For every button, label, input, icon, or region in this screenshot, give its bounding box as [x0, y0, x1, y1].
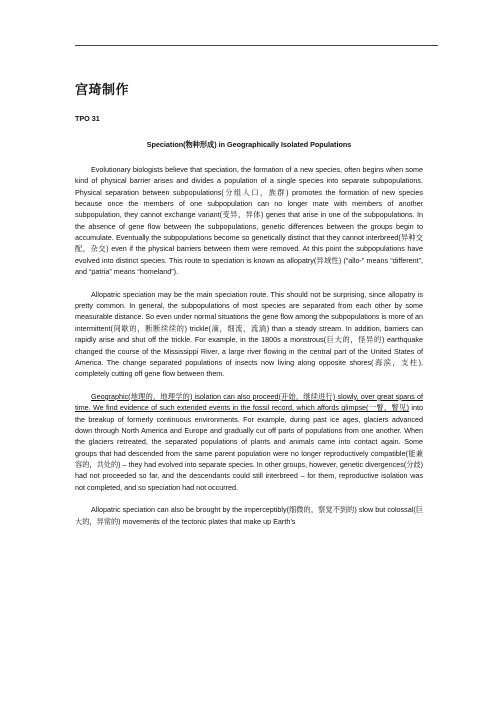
- paragraph-2: Allopatric speciation may be the main speciation route. This should not be surprising, since allopatry is pretty common. In general, the subpopulations of most species are separated from each other by some measurable distance. So even under normal situations the gene flow among the subpopulations is more of an intermittent(间歇的，断断续续的) trickle(滴，细流，流淌) than a steady stream. In addition, barriers can rapidly arise and shut off the trickle. For example, in the 1800s a monstrous(巨大的，怪异的) earthquake changed the course of the Mississippi River, a large river flowing in the central part of the United States of America. The change separated populations of insects now living along opposite shores(海滨，支柱), completely cutting off gene flow between them.: [75, 289, 424, 379]
- header-rule: [75, 45, 438, 46]
- tpo-label: TPO 31: [75, 114, 100, 123]
- passage-body: [75, 164, 423, 538]
- paragraph-3-underlined: Geographic(地理的，地理学的) isolation can also proceed(开始，继续进行) slowly, over great spans of time. We find evidence of such extended events in the fossil record, which affords glimpse(一瞥，瞥见): [75, 391, 423, 413]
- paragraph-3-rest: into the breakup of formerly continuous environments. For example, during past ice ages, glaciers advanced down through North America and Europe and gradually cut off parts of populations from one another. When the glaciers retreated, the separated populations of plants and animals came into contact again. Some groups that had descended from the same parent population were no longer reproductively compatible(能兼容的，共处的) – they had evolved into separate species. In other groups, however, genetic divergences(分歧) had not proceeded so far, and the descendants could still interbreed – for them, reproductive isolation was not completed, and so speciation had not occurred.: [75, 403, 423, 492]
- paragraph-1: Evolutionary biologists believe that speciation, the formation of a new species, often begins when some kind of physical barrier arises and divides a population of a single species into separate subpopulations. Physical separation between subpopulations(分组人口，族群) promotes the formation of new species because once the members of one subpopulation can no longer mate with members of another subpopulation, they cannot exchange variant(变异，异体) genes that arise in one of the subpopulations. In the absence of gene flow between the subpopulations, genetic differences between the groups begin to accumulate. Eventually the subpopulations become so genetically distinct that they cannot interbreed(异种交配，杂交) even if the physical barriers between them were removed. At this point the subpopulations have evolved into distinct species. This route to speciation is known as allopatry(异域性) (“allo-” means “different”, and “patria” means “homeland”).: [75, 165, 423, 277]
- paragraph-3: [75, 391, 423, 493]
- passage-title: Speciation(物种形成) in Geographically Isolated Populations: [146, 140, 352, 149]
- brand-title: 宫琦制作: [75, 82, 130, 97]
- paragraph-4: Allopatric speciation can also be brought by the imperceptibly(细微的，察觉不到的) slow but colossal(巨大的，异常的) movements of the tectonic plates that make up Earth’s: [75, 505, 423, 526]
